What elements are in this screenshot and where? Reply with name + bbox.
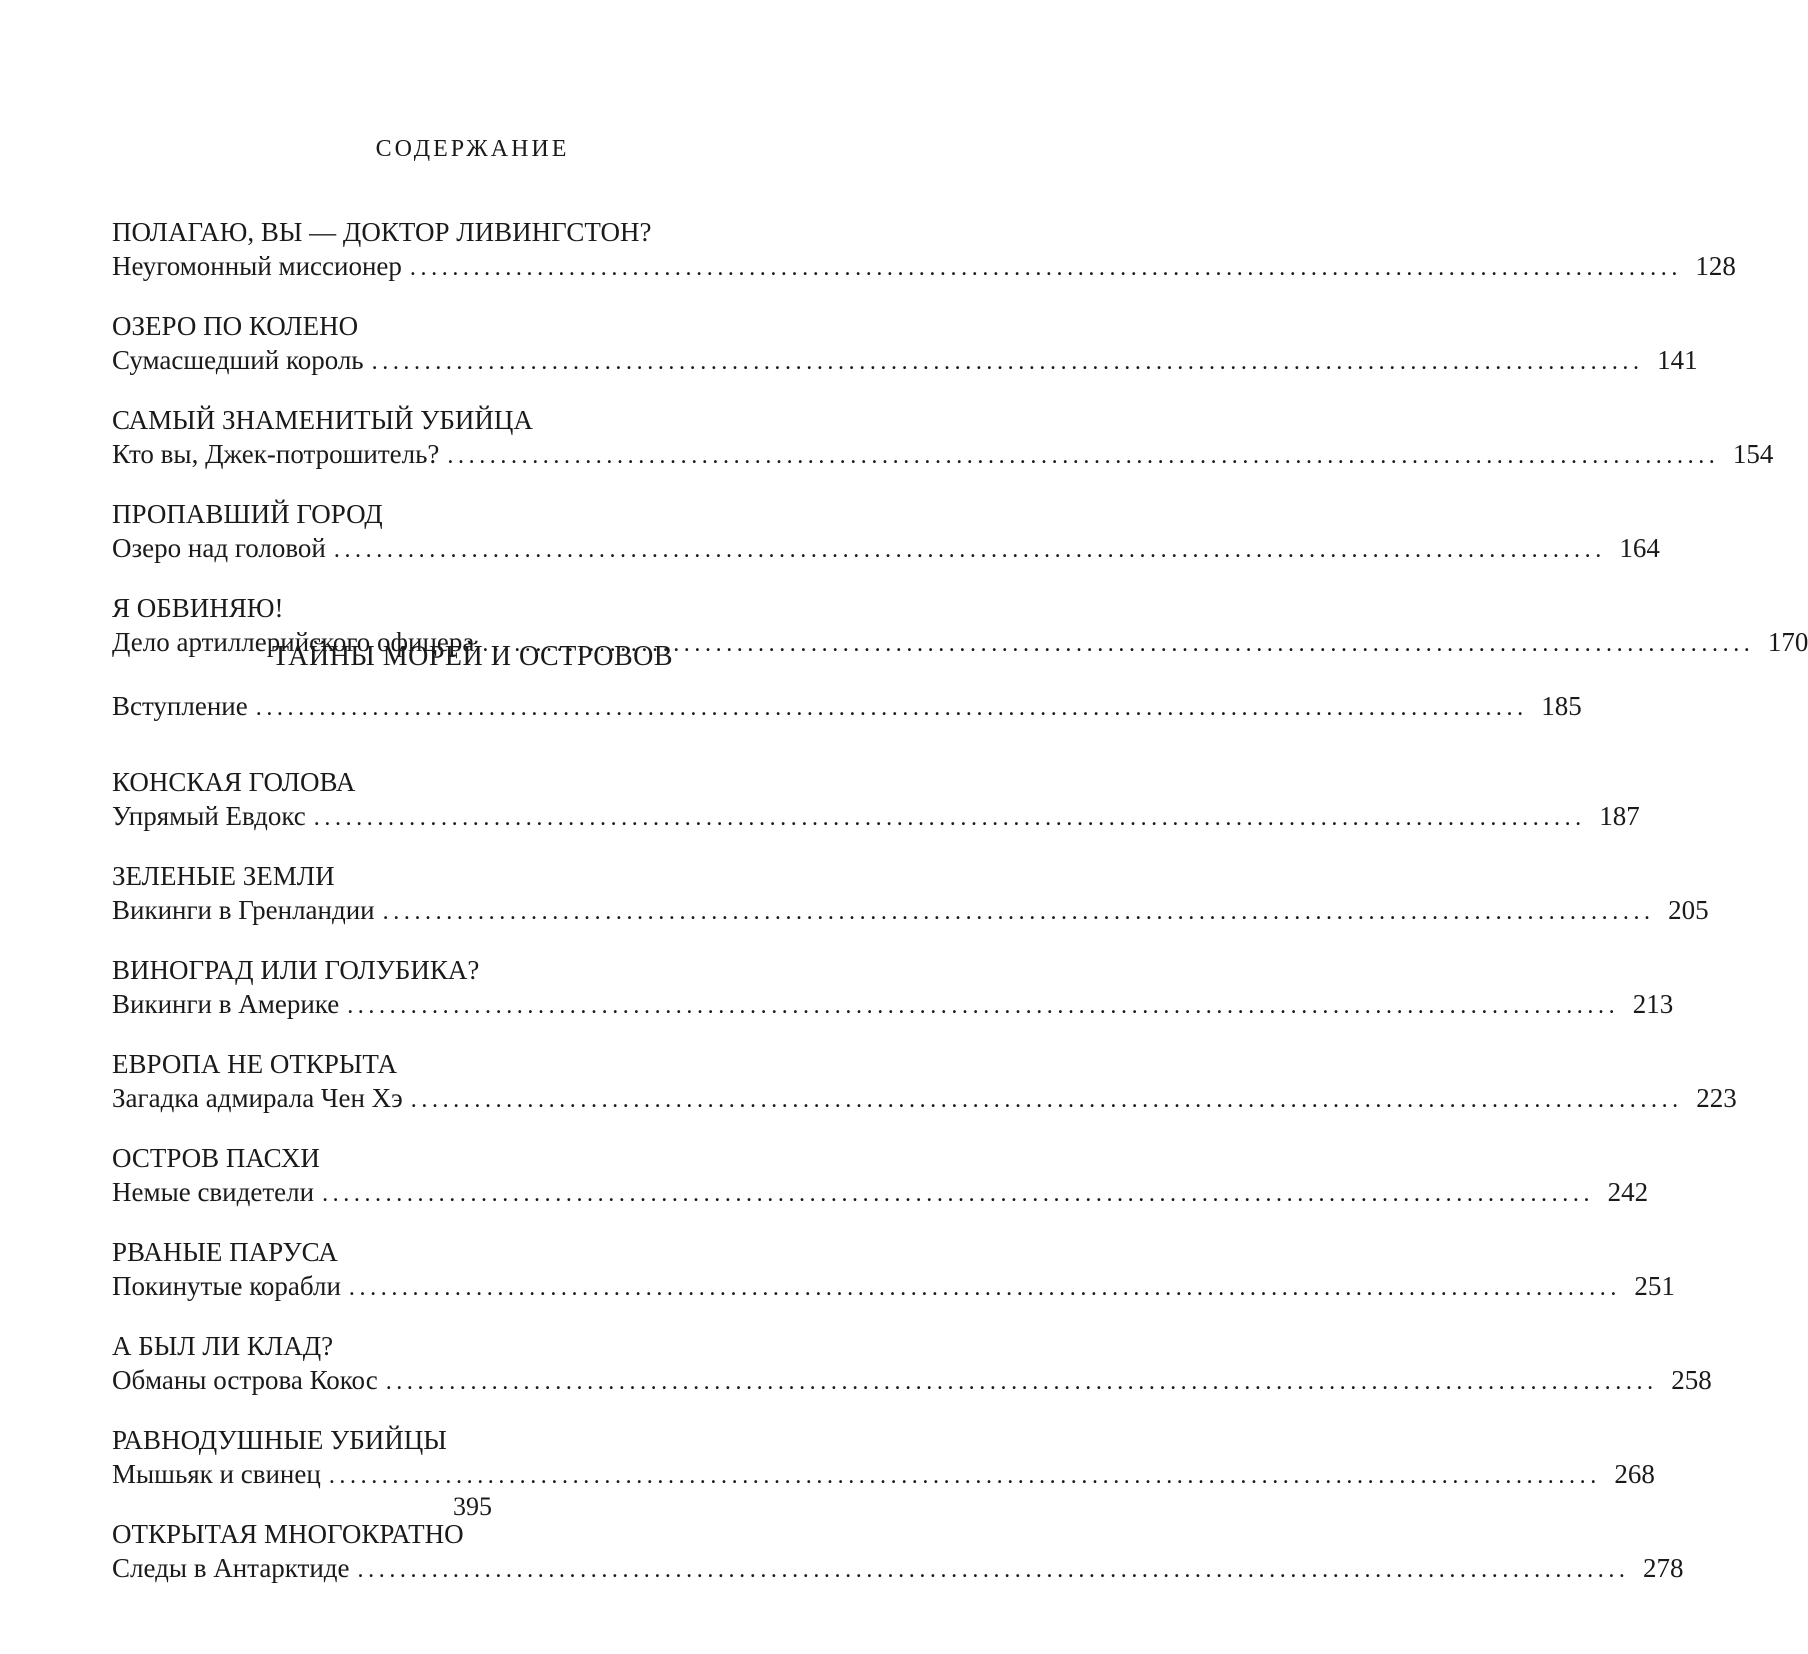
dot-leader: ........................................................................................................................ — [382, 899, 1655, 925]
entry-line — [112, 1269, 1675, 1303]
entry-line — [112, 1363, 1712, 1397]
entry-heading: САМЫЙ ЗНАМЕНИТЫЙ УБИЙЦА — [112, 405, 533, 435]
dot-leader: ........................................................................................................................ — [385, 1369, 1658, 1395]
entry-heading: РАВНОДУШНЫЕ УБИЙЦЫ — [112, 1425, 447, 1455]
entry-line — [112, 249, 1736, 283]
entry-line — [112, 531, 1660, 565]
dot-leader: ........................................................................................................................ — [313, 805, 1586, 831]
entry-line — [112, 799, 1640, 833]
entry-heading: ОСТРОВ ПАСХИ — [112, 1143, 320, 1173]
toc-entry — [112, 1047, 1737, 1115]
toc-entry — [112, 1517, 1684, 1585]
dot-leader: ........................................................................................................................ — [371, 349, 1644, 375]
entry-heading: ПОЛАГАЮ, ВЫ — ДОКТОР ЛИВИНГСТОН? — [112, 217, 652, 247]
entry-heading: Я ОБВИНЯЮ! — [112, 593, 284, 623]
entry-title: Обманы острова Кокос — [112, 1365, 378, 1395]
entry-line — [112, 1175, 1649, 1209]
entry-line — [112, 1551, 1684, 1585]
entry-line — [112, 689, 1582, 723]
section-title: ТАЙНЫ МОРЕЙ И ОСТРОВОВ — [271, 641, 674, 672]
entry-page-number: 205 — [1668, 895, 1709, 925]
entry-heading: ОЗЕРО ПО КОЛЕНО — [112, 311, 359, 341]
entry-title: Немые свидетели — [112, 1177, 315, 1207]
toc-entry — [112, 497, 1660, 565]
entry-title: Неугомонный миссионер — [112, 251, 402, 281]
entry-title: Следы в Антарктиде — [112, 1553, 350, 1583]
entry-page-number: 251 — [1634, 1271, 1675, 1301]
toc-entry — [112, 859, 1709, 927]
entry-page-number: 128 — [1695, 251, 1736, 281]
dot-leader: ........................................................................................................................ — [333, 537, 1606, 563]
entry-page-number: 170 — [1767, 627, 1808, 657]
toc-intro-entry — [112, 689, 1582, 723]
entry-page-number: 223 — [1696, 1083, 1737, 1113]
toc-entry — [112, 215, 1736, 283]
dot-leader: ........................................................................................................................ — [447, 443, 1720, 469]
entry-line — [112, 437, 1774, 471]
entry-heading: ЕВРОПА НЕ ОТКРЫТА — [112, 1049, 398, 1079]
entry-line — [112, 987, 1674, 1021]
toc-entry — [112, 1235, 1675, 1303]
dot-leader: ........................................................................................................................ — [409, 255, 1682, 281]
toc-entry — [112, 403, 1774, 471]
dot-leader: ........................................................................................................................ — [348, 1275, 1621, 1301]
entry-page-number: 141 — [1657, 345, 1698, 375]
entry-page-number: 268 — [1614, 1459, 1655, 1489]
entry-title: Кто вы, Джек-потрошитель? — [112, 439, 440, 469]
entry-title: Мышьяк и свинец — [112, 1459, 321, 1489]
dot-leader: ........................................................................................................................ — [410, 1087, 1683, 1113]
entry-page-number: 185 — [1541, 691, 1582, 721]
dot-leader: ........................................................................................................................ — [322, 1181, 1595, 1207]
toc-entry — [112, 1423, 1655, 1491]
entry-page-number: 164 — [1619, 533, 1660, 563]
entry-title: Упрямый Евдокс — [112, 801, 306, 831]
entry-heading: ОТКРЫТАЯ МНОГОКРАТНО — [112, 1519, 464, 1549]
entry-page-number: 278 — [1643, 1553, 1684, 1583]
entry-heading: КОНСКАЯ ГОЛОВА — [112, 767, 356, 797]
entry-title: Загадка адмирала Чен Хэ — [112, 1083, 403, 1113]
entry-title: Викинги в Гренландии — [112, 895, 375, 925]
entry-heading: ЗЕЛЕНЫЕ ЗЕМЛИ — [112, 861, 335, 891]
entry-heading: ПРОПАВШИЙ ГОРОД — [112, 499, 383, 529]
running-head: СОДЕРЖАНИЕ — [375, 136, 570, 162]
entry-title: Вступление — [112, 691, 248, 721]
entry-line — [112, 1457, 1655, 1491]
entry-page-number: 187 — [1599, 801, 1640, 831]
toc-entry — [112, 1329, 1712, 1397]
entry-line — [112, 1081, 1737, 1115]
entry-title: Покинутые корабли — [112, 1271, 341, 1301]
entry-title: Озеро над головой — [112, 533, 326, 563]
entry-heading: ВИНОГРАД ИЛИ ГОЛУБИКА? — [112, 955, 480, 985]
dot-leader: ........................................................................................................................ — [347, 993, 1620, 1019]
toc-entry — [112, 765, 1640, 833]
toc-entry — [112, 953, 1674, 1021]
entry-title: Викинги в Америке — [112, 989, 340, 1019]
entry-title: Дело артиллерийского офицера — [112, 627, 475, 657]
toc-bottom-list — [112, 689, 1737, 1611]
page-number-folio: 395 — [453, 1492, 492, 1521]
entry-heading: РВАНЫЕ ПАРУСА — [112, 1237, 338, 1267]
entry-line — [112, 893, 1709, 927]
toc-entry — [112, 309, 1698, 377]
entry-title: Сумасшедший король — [112, 345, 364, 375]
dot-leader: ........................................................................................................................ — [357, 1557, 1630, 1583]
entry-page-number: 154 — [1732, 439, 1774, 469]
toc-top-list — [112, 215, 1808, 685]
dot-leader: ........................................................................................................................ — [482, 631, 1755, 657]
entry-page-number: 242 — [1607, 1177, 1649, 1207]
entry-page-number: 213 — [1632, 989, 1674, 1019]
entry-line — [112, 343, 1698, 377]
entry-heading: А БЫЛ ЛИ КЛАД? — [112, 1331, 334, 1361]
dot-leader: ........................................................................................................................ — [255, 695, 1528, 721]
dot-leader: ........................................................................................................................ — [328, 1463, 1601, 1489]
entry-page-number: 258 — [1671, 1365, 1712, 1395]
toc-entry — [112, 1141, 1649, 1209]
